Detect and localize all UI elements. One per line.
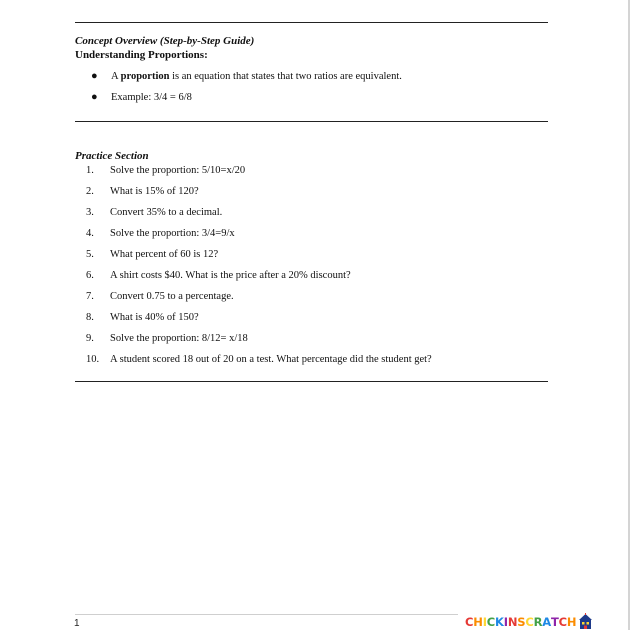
item-number: 3. <box>86 207 94 218</box>
practice-item <box>86 185 556 206</box>
item-number: 10. <box>86 354 100 365</box>
divider-top <box>75 22 548 23</box>
item-number: 8. <box>86 312 94 323</box>
divider-middle <box>75 121 548 122</box>
item-text: Solve the proportion: 5/10=x/20 <box>110 165 246 176</box>
bullet-dot-icon: ● <box>91 91 98 103</box>
bullet-item <box>91 91 551 104</box>
practice-item <box>86 248 556 269</box>
practice-item <box>86 269 556 290</box>
logo <box>465 613 593 630</box>
practice-item <box>86 353 556 374</box>
bullet-item <box>91 70 551 83</box>
footer-rule <box>75 614 458 615</box>
item-text: What percent of 60 is 12? <box>110 249 219 260</box>
item-number: 6. <box>86 270 94 281</box>
item-text: What is 15% of 120? <box>110 186 199 197</box>
bullet-text: A proportion is an equation that states that two ratios are equivalent. <box>111 71 402 82</box>
practice-item <box>86 227 556 248</box>
item-text: Convert 0.75 to a percentage. <box>110 291 234 302</box>
term-proportion: proportion <box>120 71 170 82</box>
practice-title: Practice Section <box>75 150 149 162</box>
item-number: 7. <box>86 291 94 302</box>
practice-item <box>86 206 556 227</box>
page-number: 1 <box>74 618 80 629</box>
item-number: 2. <box>86 186 94 197</box>
bullet-dot-icon: ● <box>91 70 98 82</box>
logo-text: CHICKINSCRATCH <box>465 614 577 629</box>
item-text: A shirt costs $40. What is the price after a 20% discount? <box>110 270 351 281</box>
practice-item <box>86 290 556 311</box>
concept-title: Concept Overview (Step-by-Step Guide) <box>75 35 255 47</box>
item-number: 4. <box>86 228 94 239</box>
item-text: A student scored 18 out of 20 on a test. What percentage did the student get? <box>110 354 432 365</box>
practice-item <box>86 332 556 353</box>
item-text: What is 40% of 150? <box>110 312 199 323</box>
concept-bullets <box>91 70 551 112</box>
divider-bottom <box>75 381 548 382</box>
practice-item <box>86 164 556 185</box>
item-text: Convert 35% to a decimal. <box>110 207 223 218</box>
practice-list <box>86 164 556 374</box>
item-number: 5. <box>86 249 94 260</box>
practice-item <box>86 311 556 332</box>
item-number: 9. <box>86 333 94 344</box>
concept-subtitle: Understanding Proportions: <box>75 49 208 61</box>
item-text: Solve the proportion: 8/12= x/18 <box>110 333 248 344</box>
item-text: Solve the proportion: 3/4=9/x <box>110 228 235 239</box>
schoolhouse-icon <box>578 613 593 630</box>
bullet-text: Example: 3/4 = 6/8 <box>111 92 192 103</box>
item-number: 1. <box>86 165 94 176</box>
